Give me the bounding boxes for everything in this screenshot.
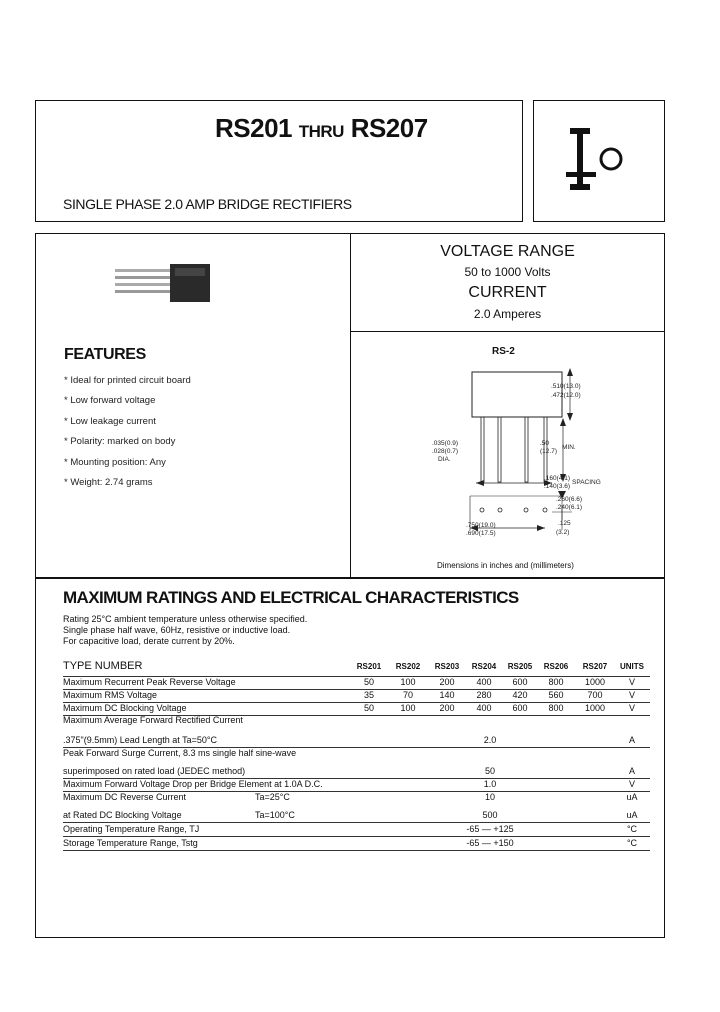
dim-label: DIA. <box>438 456 451 463</box>
span-cell: 500 <box>482 810 498 820</box>
cell: 800 <box>548 677 564 687</box>
ratings-heading: MAXIMUM RATINGS AND ELECTRICAL CHARACTERISTICS <box>63 588 519 607</box>
part-to: RS207 <box>350 113 428 143</box>
dim-label: .035(0.9) <box>432 440 459 447</box>
cell: 200 <box>439 677 455 687</box>
dim-label: .750(19.0) <box>466 522 496 529</box>
condition: Ta=25°C <box>255 792 290 802</box>
column-header: RS204 <box>471 662 497 671</box>
part-range-title <box>215 113 428 144</box>
span-cell: 10 <box>484 792 495 802</box>
dim-label: MIN. <box>562 444 576 451</box>
table-row <box>63 690 650 702</box>
current-heading: CURRENT <box>468 284 547 301</box>
subtitle: SINGLE PHASE 2.0 AMP BRIDGE RECTIFIERS <box>63 196 352 212</box>
span-cell: 2.0 <box>483 735 497 745</box>
table-header-row <box>63 660 650 674</box>
cell: 50 <box>363 677 374 687</box>
table-row-continued <box>63 810 650 822</box>
feature-item: * Low forward voltage <box>64 395 156 406</box>
row-label: Maximum DC Reverse Current <box>63 792 187 802</box>
rating-note: Single phase half wave, 60Hz, resistive or inductive load. <box>63 625 291 635</box>
dim-label: .472(12.0) <box>551 392 581 399</box>
cell: 140 <box>439 690 455 700</box>
dim-label: (12.7) <box>540 448 557 455</box>
cell: 800 <box>548 703 564 713</box>
row-label: Maximum Forward Voltage Drop per Bridge Element at 1.0A D.C. <box>63 779 323 789</box>
unit-cell: V <box>628 690 635 700</box>
column-header: RS201 <box>356 662 382 671</box>
component-image <box>115 262 215 307</box>
dim-label: .260(6.6) <box>556 496 583 503</box>
cell: 1000 <box>584 677 606 687</box>
row-label-2: .375"(9.5mm) Lead Length at Ta=50°C <box>63 735 217 745</box>
dimensions-caption: Dimensions in inches and (millimeters) <box>437 561 574 570</box>
rating-note: For capacitive load, derate current by 20%. <box>63 636 235 646</box>
row-label: Storage Temperature Range, Tstg <box>63 838 198 848</box>
table-row-continued <box>63 735 650 747</box>
feature-item: * Polarity: marked on body <box>64 436 176 447</box>
features-heading: FEATURES <box>64 346 146 363</box>
row-label: Maximum DC Blocking Voltage <box>63 703 187 713</box>
rating-note: Rating 25°C ambient temperature unless otherwise specified. <box>63 614 308 624</box>
table-row-continued <box>63 766 650 778</box>
row-label-2: at Rated DC Blocking Voltage <box>63 810 182 820</box>
cell: 400 <box>476 703 492 713</box>
part-from: RS201 <box>215 113 292 143</box>
row-label: Maximum RMS Voltage <box>63 690 158 700</box>
unit-cell: °C <box>626 838 638 848</box>
column-header: UNITS <box>620 662 644 671</box>
dim-label: SPACING <box>572 479 601 486</box>
cell: 560 <box>548 690 564 700</box>
row-label-2: superimposed on rated load (JEDEC method) <box>63 766 246 776</box>
feature-item: * Mounting position: Any <box>64 457 166 468</box>
dim-label: .510(13.0) <box>551 383 581 390</box>
cell: 35 <box>363 690 374 700</box>
dim-label: .125 <box>558 520 571 527</box>
feature-item: * Low leakage current <box>64 416 156 427</box>
cell: 200 <box>439 703 455 713</box>
table-row <box>63 677 650 689</box>
column-header: RS205 <box>507 662 533 671</box>
dim-label: .160(4.1) <box>544 475 571 482</box>
type-number-label: TYPE NUMBER <box>63 660 143 672</box>
dim-label: .240(6.1) <box>556 504 583 511</box>
cell: 600 <box>512 677 528 687</box>
span-cell: 50 <box>484 766 495 776</box>
cell: 100 <box>400 703 416 713</box>
dim-label: .50 <box>540 440 550 447</box>
cell: 280 <box>476 690 492 700</box>
unit-cell: A <box>628 766 635 776</box>
span-cell: -65 — +150 <box>466 838 514 848</box>
package-name: RS-2 <box>492 346 515 357</box>
unit-cell: V <box>628 779 635 789</box>
current-value: 2.0 Amperes <box>473 307 542 321</box>
specs-divider <box>350 331 665 332</box>
row-label: Maximum Recurrent Peak Reverse Voltage <box>63 677 236 687</box>
table-row <box>63 715 650 727</box>
table-rule <box>63 836 650 837</box>
voltage-range-value: 50 to 1000 Volts <box>464 265 551 279</box>
row-label: Maximum Average Forward Rectified Current <box>63 715 243 725</box>
table-row <box>63 824 650 836</box>
condition: Ta=100°C <box>255 810 295 820</box>
cell: 100 <box>400 677 416 687</box>
unit-cell: uA <box>626 792 638 802</box>
dim-label: .028(0.7) <box>432 448 459 455</box>
cell: 1000 <box>584 703 606 713</box>
feature-item: * Weight: 2.74 grams <box>64 477 153 488</box>
dim-label: .140(3.6) <box>544 483 571 490</box>
unit-cell: V <box>628 703 635 713</box>
column-header: RS202 <box>395 662 421 671</box>
dim-label: (3.2) <box>556 529 570 536</box>
unit-cell: °C <box>626 824 638 834</box>
column-header: RS206 <box>543 662 569 671</box>
cell: 70 <box>402 690 413 700</box>
voltage-range-heading: VOLTAGE RANGE <box>440 243 575 260</box>
package-drawing <box>440 360 610 545</box>
table-row <box>63 838 650 850</box>
feature-item: * Ideal for printed circuit board <box>64 375 191 386</box>
column-header: RS203 <box>434 662 460 671</box>
cell: 400 <box>476 677 492 687</box>
table-row <box>63 703 650 715</box>
io-logo-icon <box>560 120 640 200</box>
unit-cell: A <box>628 735 635 745</box>
thru-label: THRU <box>298 122 344 141</box>
dim-label: .690(17.5) <box>466 530 496 537</box>
cell: 420 <box>512 690 528 700</box>
unit-cell: uA <box>626 810 638 820</box>
row-label: Operating Temperature Range, TJ <box>63 824 200 834</box>
cell: 700 <box>587 690 603 700</box>
table-row <box>63 792 650 804</box>
span-cell: -65 — +125 <box>466 824 514 834</box>
table-row <box>63 779 650 791</box>
table-row <box>63 748 650 760</box>
cell: 50 <box>363 703 374 713</box>
cell: 600 <box>512 703 528 713</box>
row-label: Peak Forward Surge Current, 8.3 ms single half sine-wave <box>63 748 297 758</box>
table-rule <box>63 850 650 851</box>
column-header: RS207 <box>582 662 608 671</box>
span-cell: 1.0 <box>483 779 497 789</box>
table-rule <box>63 822 650 823</box>
unit-cell: V <box>628 677 635 687</box>
